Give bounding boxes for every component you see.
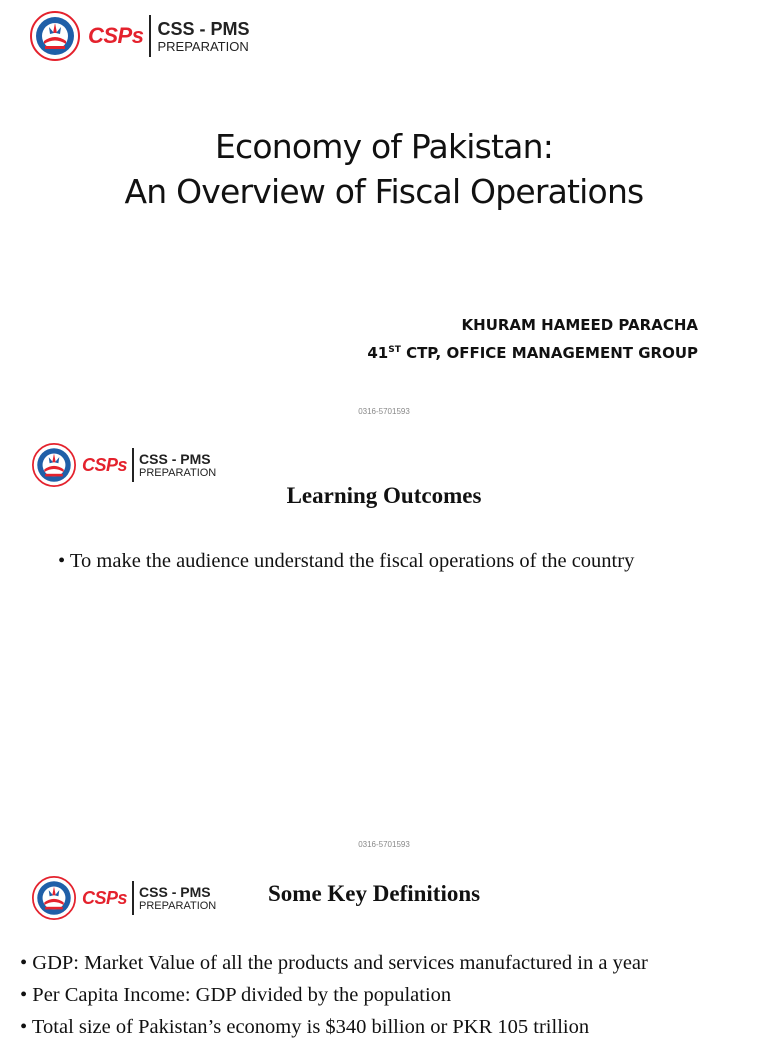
slide-heading: Learning Outcomes [286,483,482,508]
batch-number: 41 [367,344,389,362]
author-name: KHURAM HAMEED PARACHA [461,316,698,334]
css-pms-wordmark [139,452,216,479]
logo-divider [132,448,134,482]
csps-wordmark: CSPs [82,887,128,908]
bullet-item: • Per Capita Income: GDP divided by the population [20,984,452,1006]
csps-logo [30,11,250,61]
preparation-text: PREPARATION [139,466,217,479]
csps-emblem-icon [32,443,76,487]
affiliation-text: CTP, OFFICE MANAGEMENT GROUP [400,344,698,362]
csps-emblem-icon [30,11,80,61]
preparation-text: PREPARATION [157,38,249,54]
slide-footer-number: 0316-5701593 [358,840,410,849]
css-pms-text: CSS - PMS [139,883,211,900]
css-pms-wordmark [157,20,249,53]
slide-2 [0,432,768,865]
slide-3 [0,865,768,1038]
csps-logo [32,443,216,487]
slide-heading: Some Key Definitions [268,881,481,906]
bullet-item: • To make the audience understand the fiscal operations of the country [58,550,635,572]
title-line-1: Economy of Pakistan: [214,127,554,166]
bullet-item: • Total size of Pakistan’s economy is $340 billion or PKR 105 trillion [20,1016,590,1038]
preparation-text: PREPARATION [139,899,217,912]
csps-logo [32,876,216,920]
author-affiliation [367,344,698,362]
csps-wordmark: CSPs [82,454,128,475]
logo-divider [132,881,134,915]
bullet-item: • GDP: Market Value of all the products and services manufactured in a year [20,952,648,974]
css-pms-text: CSS - PMS [157,18,250,39]
css-pms-text: CSS - PMS [139,450,211,467]
csps-emblem-icon [32,876,76,920]
batch-suffix: ST [388,345,401,355]
slide-title [0,124,768,214]
slide-footer-number: 0316-5701593 [358,407,410,416]
slide-1 [0,0,768,432]
title-line-2: An Overview of Fiscal Operations [124,172,644,211]
csps-wordmark: CSPs [88,23,144,48]
css-pms-wordmark [139,885,216,912]
logo-divider [149,15,151,57]
